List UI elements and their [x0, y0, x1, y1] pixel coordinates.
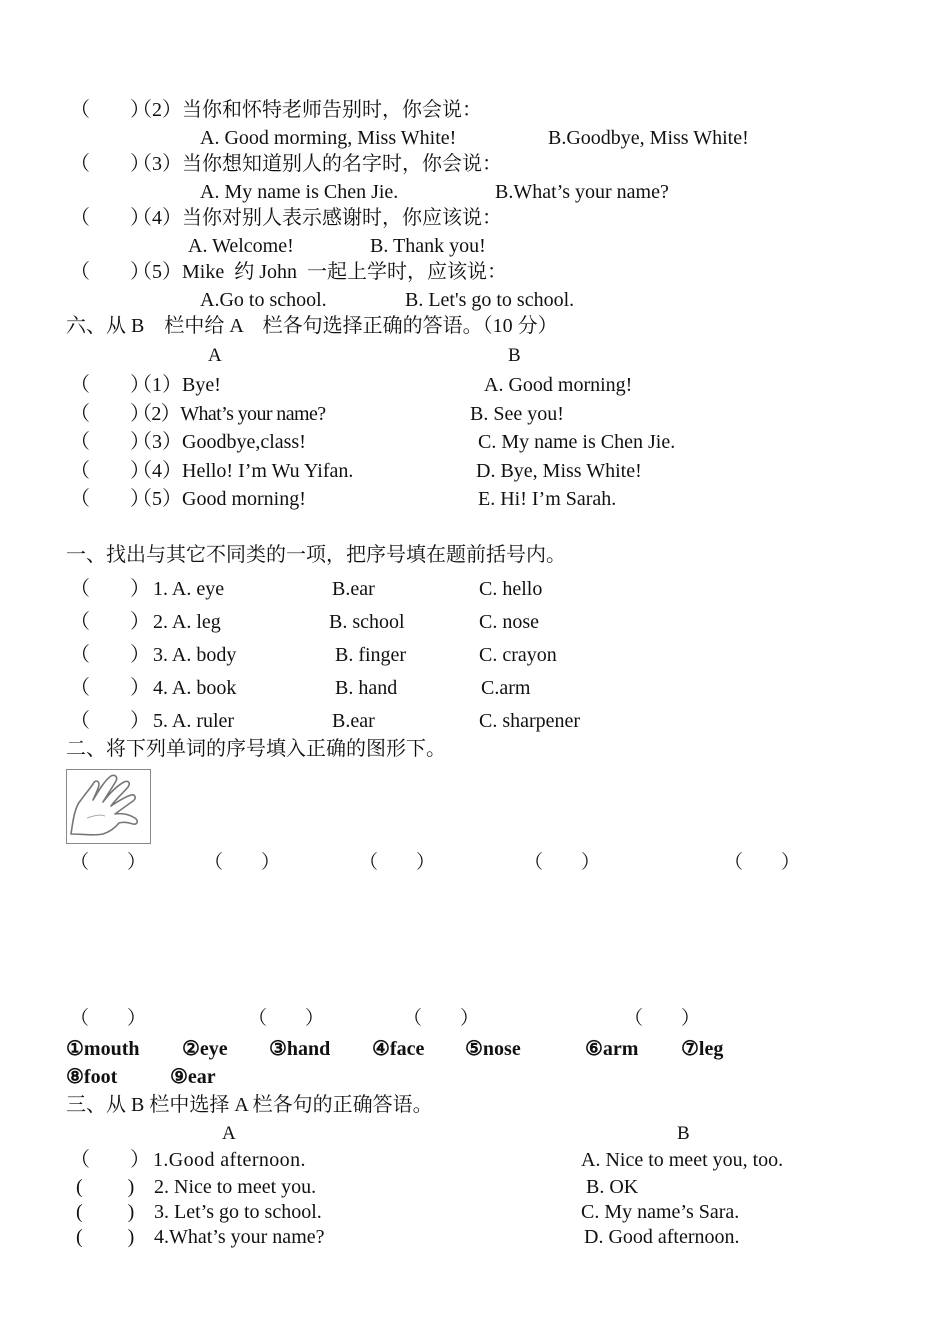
- question-text: （4）Hello! I’m Wu Yifan.: [132, 460, 354, 482]
- option-a: 2. A. leg: [153, 611, 221, 633]
- option-c: C. nose: [479, 611, 539, 633]
- option-a: A.Go to school.: [200, 289, 327, 311]
- option-b: B.ear: [332, 578, 375, 600]
- answer-blank[interactable]: （ ）: [70, 611, 150, 633]
- option-b: B.ear: [332, 710, 375, 732]
- answer-blank[interactable]: （ ）: [70, 488, 150, 510]
- question-text: 2. Nice to meet you.: [154, 1176, 317, 1198]
- answer-blank[interactable]: （ ）: [70, 153, 150, 175]
- word-item: ⑧foot: [66, 1066, 118, 1088]
- word-item: ④face: [372, 1038, 425, 1060]
- picture-blank[interactable]: （ ）: [524, 852, 601, 873]
- word-item: ③hand: [269, 1038, 331, 1060]
- answer-option: C. My name is Chen Jie.: [478, 431, 676, 453]
- answer-blank[interactable]: ( ): [76, 1226, 135, 1248]
- option-a: A. My name is Chen Jie.: [200, 181, 399, 203]
- question-text: （3）当你想知道别人的名字时，你会说：: [132, 153, 502, 175]
- question-text: （2）What’s your name?: [132, 403, 326, 425]
- column-header-a: A: [208, 345, 222, 366]
- question-text: （5）Good morning!: [132, 488, 306, 510]
- question-text: 1.Good afternoon.: [153, 1149, 306, 1171]
- option-c: C. hello: [479, 578, 543, 600]
- answer-blank[interactable]: ( ): [76, 1201, 135, 1223]
- picture-blank[interactable]: （ ）: [403, 1008, 480, 1029]
- answer-blank[interactable]: （ ）: [70, 207, 150, 229]
- column-header-a: A: [222, 1123, 236, 1144]
- answer-blank[interactable]: （ ）: [70, 1149, 150, 1171]
- word-item: ⑥arm: [585, 1038, 639, 1060]
- option-c: C. crayon: [479, 644, 557, 666]
- word-item: ②eye: [182, 1038, 228, 1060]
- option-b: B. Let's go to school.: [405, 289, 575, 311]
- answer-blank[interactable]: （ ）: [70, 677, 150, 699]
- option-b: B. hand: [335, 677, 398, 699]
- word-item: ⑦leg: [681, 1038, 724, 1060]
- option-a: 1. A. eye: [153, 578, 225, 600]
- answer-option: A. Good morning!: [484, 374, 633, 396]
- option-b: B.What’s your name?: [495, 181, 669, 203]
- answer-option: C. My name’s Sara.: [581, 1201, 740, 1223]
- picture-blank[interactable]: （ ）: [70, 1008, 147, 1029]
- answer-blank[interactable]: （ ）: [70, 99, 150, 121]
- answer-option: A. Nice to meet you, too.: [581, 1149, 784, 1171]
- option-a: A. Welcome!: [188, 235, 294, 257]
- option-c: C.arm: [481, 677, 531, 699]
- section-title: 六、从 B 栏中给 A 栏各句选择正确的答语。（10 分）: [66, 315, 558, 337]
- answer-blank[interactable]: （ ）: [70, 374, 150, 396]
- picture-blank[interactable]: （ ）: [204, 852, 281, 873]
- question-text: 4.What’s your name?: [154, 1226, 325, 1248]
- answer-blank[interactable]: （ ）: [70, 578, 150, 600]
- answer-blank[interactable]: （ ）: [70, 403, 150, 425]
- answer-blank[interactable]: ( ): [76, 1176, 135, 1198]
- hand-drawing: [67, 770, 150, 843]
- question-text: （5）Mike 约 John 一起上学时，应该说：: [132, 261, 507, 283]
- question-text: （4）当你对别人表示感谢时，你应该说：: [132, 207, 502, 229]
- section-title: 三、从 B 栏中选择 A 栏各句的正确答语。: [66, 1094, 433, 1116]
- answer-option: D. Bye, Miss White!: [476, 460, 642, 482]
- answer-option: B. OK: [586, 1176, 639, 1198]
- answer-blank[interactable]: （ ）: [70, 460, 150, 482]
- answer-option: D. Good afternoon.: [584, 1226, 740, 1248]
- option-a: 4. A. book: [153, 677, 237, 699]
- answer-blank[interactable]: （ ）: [70, 710, 150, 732]
- word-item: ⑤nose: [465, 1038, 521, 1060]
- section-title: 二、将下列单词的序号填入正确的图形下。: [66, 738, 446, 760]
- picture-blank[interactable]: （ ）: [724, 852, 801, 873]
- answer-blank[interactable]: （ ）: [70, 644, 150, 666]
- answer-blank[interactable]: （ ）: [70, 431, 150, 453]
- picture-blank[interactable]: （ ）: [248, 1008, 325, 1029]
- word-item: ①mouth: [66, 1038, 140, 1060]
- option-b: B.Goodbye, Miss White!: [548, 127, 749, 149]
- answer-option: B. See you!: [470, 403, 564, 425]
- picture-blank[interactable]: （ ）: [359, 852, 436, 873]
- option-a: 3. A. body: [153, 644, 237, 666]
- question-text: （3）Goodbye,class!: [132, 431, 306, 453]
- option-a: 5. A. ruler: [153, 710, 235, 732]
- picture-blank[interactable]: （ ）: [624, 1008, 701, 1029]
- word-item: ⑨ear: [170, 1066, 216, 1088]
- option-b: B. Thank you!: [370, 235, 486, 257]
- column-header-b: B: [677, 1123, 690, 1144]
- hand-picture: [66, 769, 151, 844]
- option-c: C. sharpener: [479, 710, 581, 732]
- picture-blank[interactable]: （ ）: [70, 852, 147, 873]
- section-title: 一、找出与其它不同类的一项，把序号填在题前括号内。: [66, 544, 566, 566]
- option-b: B. finger: [335, 644, 407, 666]
- option-a: A. Good morming, Miss White!: [200, 127, 457, 149]
- question-text: 3. Let’s go to school.: [154, 1201, 322, 1223]
- answer-blank[interactable]: （ ）: [70, 261, 150, 283]
- answer-option: E. Hi! I’m Sarah.: [478, 488, 617, 510]
- column-header-b: B: [508, 345, 521, 366]
- question-text: （2）当你和怀特老师告别时，你会说：: [132, 99, 482, 121]
- question-text: （1）Bye!: [132, 374, 221, 396]
- option-b: B. school: [329, 611, 405, 633]
